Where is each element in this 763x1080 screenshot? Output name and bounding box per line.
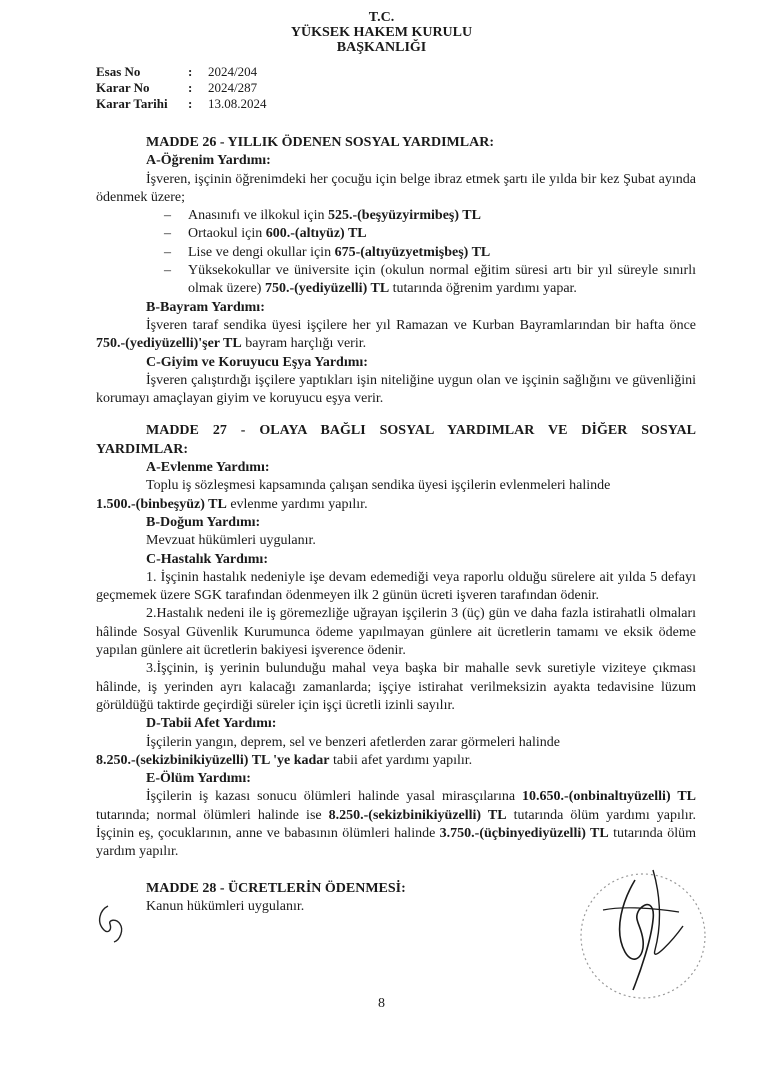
holiday-aid-text: İşveren taraf sendika üyesi işçilere her yıl Ramazan ve Kurban Bayramlarından bir hafta önce 750.-(yediyüzelli)'şer TL bayram harçlığı verir. [96,317,696,352]
meta-separator: : [188,64,193,79]
article-28-title: MADDE 28 - ÜCRETLERİN ÖDENMESİ: [146,880,406,896]
sickness-aid-p1: 1. İşçinin hastalık nedeniyle işe devam edemediği veya raporlu olduğu sürelere ait yılda 5 defayı geçmemek üzere SGK tarafından ödenmeyen ilk 2 günün ücreti işveren tarafından ödenir. [96,569,696,604]
meta-separator: : [188,96,193,111]
birth-aid-text: Mevzuat hükümleri uygulanır. [146,533,316,549]
education-aid-title: A-Öğrenim Yardımı: [146,153,271,169]
sickness-aid-p2: 2.Hastalık nedeni ile iş göremezliğe uğrayan işçilerin 3 (üç) gün ve daha fazla istirahatli olmaları hâlinde Sosyal Güvenlik Kurumunca ödeme yapılmayan günlere ait ücretlerin tamamı ve eksik ödeme yapılan günlere ait ücretlerin bakiyesi işverence ödenir. [96,606,696,659]
education-aid-text: İşveren, işçinin öğrenimdeki her çocuğu için belge ibraz etmek şartı ile yılda bir kez Şubat ayında ödenmek üzere; [96,171,696,205]
disaster-aid-title: D-Tabii Afet Yardımı: [146,716,277,732]
marriage-aid-text: Toplu iş sözleşmesi kapsamında çalışan sendika üyesi işçilerin evlenmeleri halinde 1.500.-(binbeşyüz) TL evlenme yardımı yapılır. [96,478,611,512]
education-aid-list [96,207,696,298]
death-aid-text: İşçilerin iş kazası sonucu ölümleri halinde yasal mirasçılarına 10.650.-(onbinaltıyüzelli) TL tutarında; normal ölümleri halinde ise 8.250.-(sekizbinikiyüzelli) TL tutarında ölüm yardımı yapılır. İşçinin eş, çocuklarının, anne ve babasının ölümleri halinde 3.750.-(üçbinyediyüzelli) TL tutarında ölüm yardım yapılır. [96,789,697,860]
list-item: – Lise ve dengi okullar için 675-(altıyüzyetmişbeş) TL [164,244,696,262]
document-header [0,10,763,55]
meta-row [96,64,267,80]
meta-value: 13.08.2024 [208,96,267,111]
case-metadata [96,64,267,112]
article-27-title: MADDE 27 - OLAYA BAĞLI SOSYAL YARDIMLAR VE DİĞER SOSYAL YARDIMLAR: [96,423,696,457]
header-line-institution: YÜKSEK HAKEM KURULU [290,25,473,40]
list-item: – Ortaokul için 600.-(altıyüz) TL [164,225,696,243]
meta-label: Esas No [96,64,141,79]
signature [563,840,733,1010]
sickness-aid-title: C-Hastalık Yardımı: [146,551,268,567]
meta-separator: : [188,80,193,95]
article-26-title: MADDE 26 - YILLIK ÖDENEN SOSYAL YARDIMLAR: [146,135,494,150]
paraph-signature [86,900,136,950]
meta-row [96,96,267,112]
article-28-text: Kanun hükümleri uygulanır. [146,898,305,914]
list-item: – Anasınıfı ve ilkokul için 525.-(beşyüzyirmibeş) TL [164,207,696,225]
header-line-tc: T.C. [368,10,395,25]
meta-value: 2024/287 [208,80,258,95]
disaster-aid-text: İşçilerin yangın, deprem, sel ve benzeri afetlerden zarar görmeleri halinde 8.250.-(sekizbinikiyüzelli) TL 'ye kadar tabii afet yardımı yapılır. [96,734,560,768]
meta-label: Karar Tarihi [96,96,168,111]
sickness-aid-p3: 3.İşçinin, iş yerinin bulunduğu mahal veya başka bir mahalle sevk suretiyle viziteye çıkması hâlinde, iş yerinden ayrı kalacağı zamanlarda; işçiye istirahat verilmeksizin ayakta tedavisine lüzum görüldüğü taktirde geçirdiği süreler için işçi ücretli izinli sayılır. [96,661,696,713]
meta-value: 2024/204 [208,64,258,79]
holiday-aid-title: B-Bayram Yardımı: [146,299,265,315]
list-item: – Yüksekokullar ve üniversite için (okulun normal eğitim süresi artı bir yıl süreyle sınırlı olmak üzere) 750.-(yediyüzelli) TL tutarında öğrenim yardımı yapar. [164,262,696,299]
meta-row [96,80,267,96]
page-number: 8 [378,996,385,1011]
clothing-aid-title: C-Giyim ve Koruyucu Eşya Yardımı: [146,354,368,370]
marriage-aid-title: A-Evlenme Yardımı: [146,460,270,476]
birth-aid-title: B-Doğum Yardımı: [146,514,261,530]
header-line-office: BAŞKANLIĞI [336,40,427,55]
meta-label: Karar No [96,80,150,95]
clothing-aid-text: İşveren çalıştırdığı işçilere yaptıkları işin niteliğine uygun olan ve işçinin sağlığını ve güvenliğini korumayı amaçlayan giyim ve koruyucu eşya verir. [96,372,696,407]
document-body [96,134,696,916]
death-aid-title: E-Ölüm Yardımı: [146,771,251,787]
